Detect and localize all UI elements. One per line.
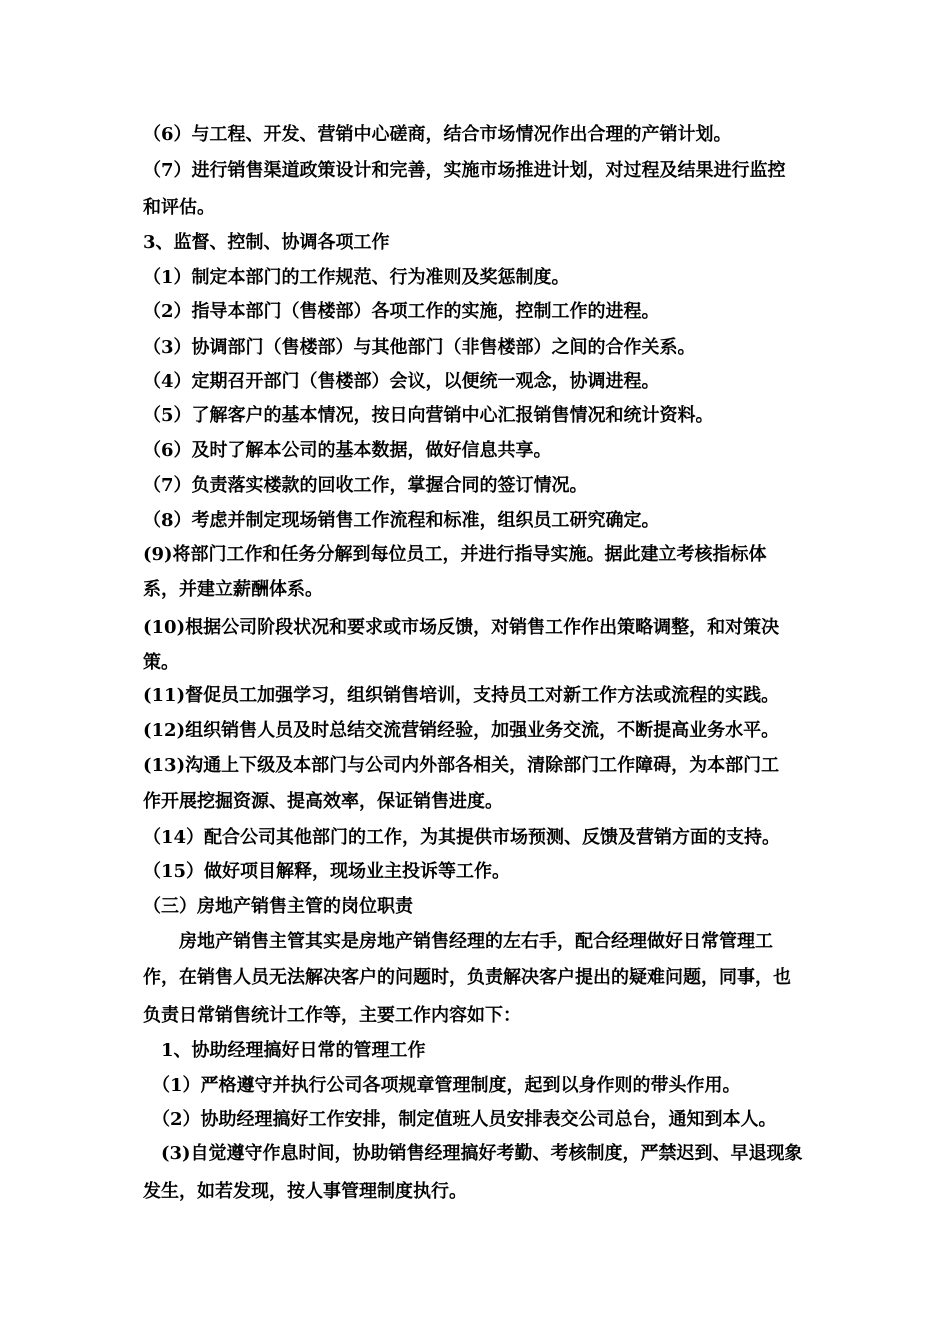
text-line: （2）指导本部门（售楼部）各项工作的实施，控制工作的进程。: [143, 301, 660, 322]
text-line: (11)督促员工加强学习，组织销售培训，支持员工对新工作方法或流程的实践。: [143, 685, 780, 706]
paragraph-line: 房地产销售主管其实是房地产销售经理的左右手，配合经理做好日常管理工: [143, 931, 773, 952]
text-line: (13)沟通上下级及本部门与公司内外部各相关，清除部门工作障碍，为本部门工: [143, 755, 780, 776]
text-line: (12)组织销售人员及时总结交流营销经验，加强业务交流，不断提高业务水平。: [143, 720, 780, 741]
text-line: (10)根据公司阶段状况和要求或市场反馈，对销售工作作出策略调整，和对策决: [143, 617, 780, 638]
text-line: （7）进行销售渠道政策设计和完善，实施市场推进计划，对过程及结果进行监控: [143, 160, 786, 181]
section-heading: （三）房地产销售主管的岗位职责: [143, 896, 413, 917]
text-line: 作开展挖掘资源、提高效率，保证销售进度。: [143, 791, 503, 812]
text-line: （6）与工程、开发、营销中心磋商，结合市场情况作出合理的产销计划。: [143, 124, 732, 145]
text-line: （14）配合公司其他部门的工作，为其提供市场预测、反馈及营销方面的支持。: [143, 827, 781, 848]
text-line: （7）负责落实楼款的回收工作，掌握合同的签订情况。: [143, 475, 588, 496]
section-heading: 3、监督、控制、协调各项工作: [143, 232, 390, 253]
text-line: （6）及时了解本公司的基本数据，做好信息共享。: [143, 440, 552, 461]
text-line: (9)将部门工作和任务分解到每位员工，并进行指导实施。据此建立考核指标体: [143, 544, 767, 565]
text-line: （2）协助经理搞好工作安排，制定值班人员安排表交公司总台，通知到本人。: [143, 1109, 777, 1130]
text-line: 发生，如若发现，按人事管理制度执行。: [143, 1181, 467, 1202]
text-line: （4）定期召开部门（售楼部）会议，以便统一观念，协调进程。: [143, 371, 660, 392]
text-line: （1）制定本部门的工作规范、行为准则及奖惩制度。: [143, 267, 570, 288]
text-line: （3）协调部门（售楼部）与其他部门（非售楼部）之间的合作关系。: [143, 337, 696, 358]
text-line: 和评估。: [143, 197, 215, 218]
text-line: 策。: [143, 652, 179, 673]
text-line: （5）了解客户的基本情况，按日向营销中心汇报销售情况和统计资料。: [143, 405, 714, 426]
text-line: (3)自觉遵守作息时间，协助销售经理搞好考勤、考核制度，严禁迟到、早退现象: [143, 1143, 803, 1164]
text-line: （15）做好项目解释，现场业主投诉等工作。: [143, 861, 511, 882]
paragraph-line: 作，在销售人员无法解决客户的问题时，负责解决客户提出的疑难问题，同事，也: [143, 967, 791, 988]
text-line: 系，并建立薪酬体系。: [143, 579, 323, 600]
text-line: （8）考虑并制定现场销售工作流程和标准，组织员工研究确定。: [143, 510, 660, 531]
text-line: （1）严格遵守并执行公司各项规章管理制度，起到以身作则的带头作用。: [143, 1075, 741, 1096]
subsection-heading: 1、协助经理搞好日常的管理工作: [143, 1040, 426, 1061]
paragraph-line: 负责日常销售统计工作等，主要工作内容如下：: [143, 1005, 521, 1026]
